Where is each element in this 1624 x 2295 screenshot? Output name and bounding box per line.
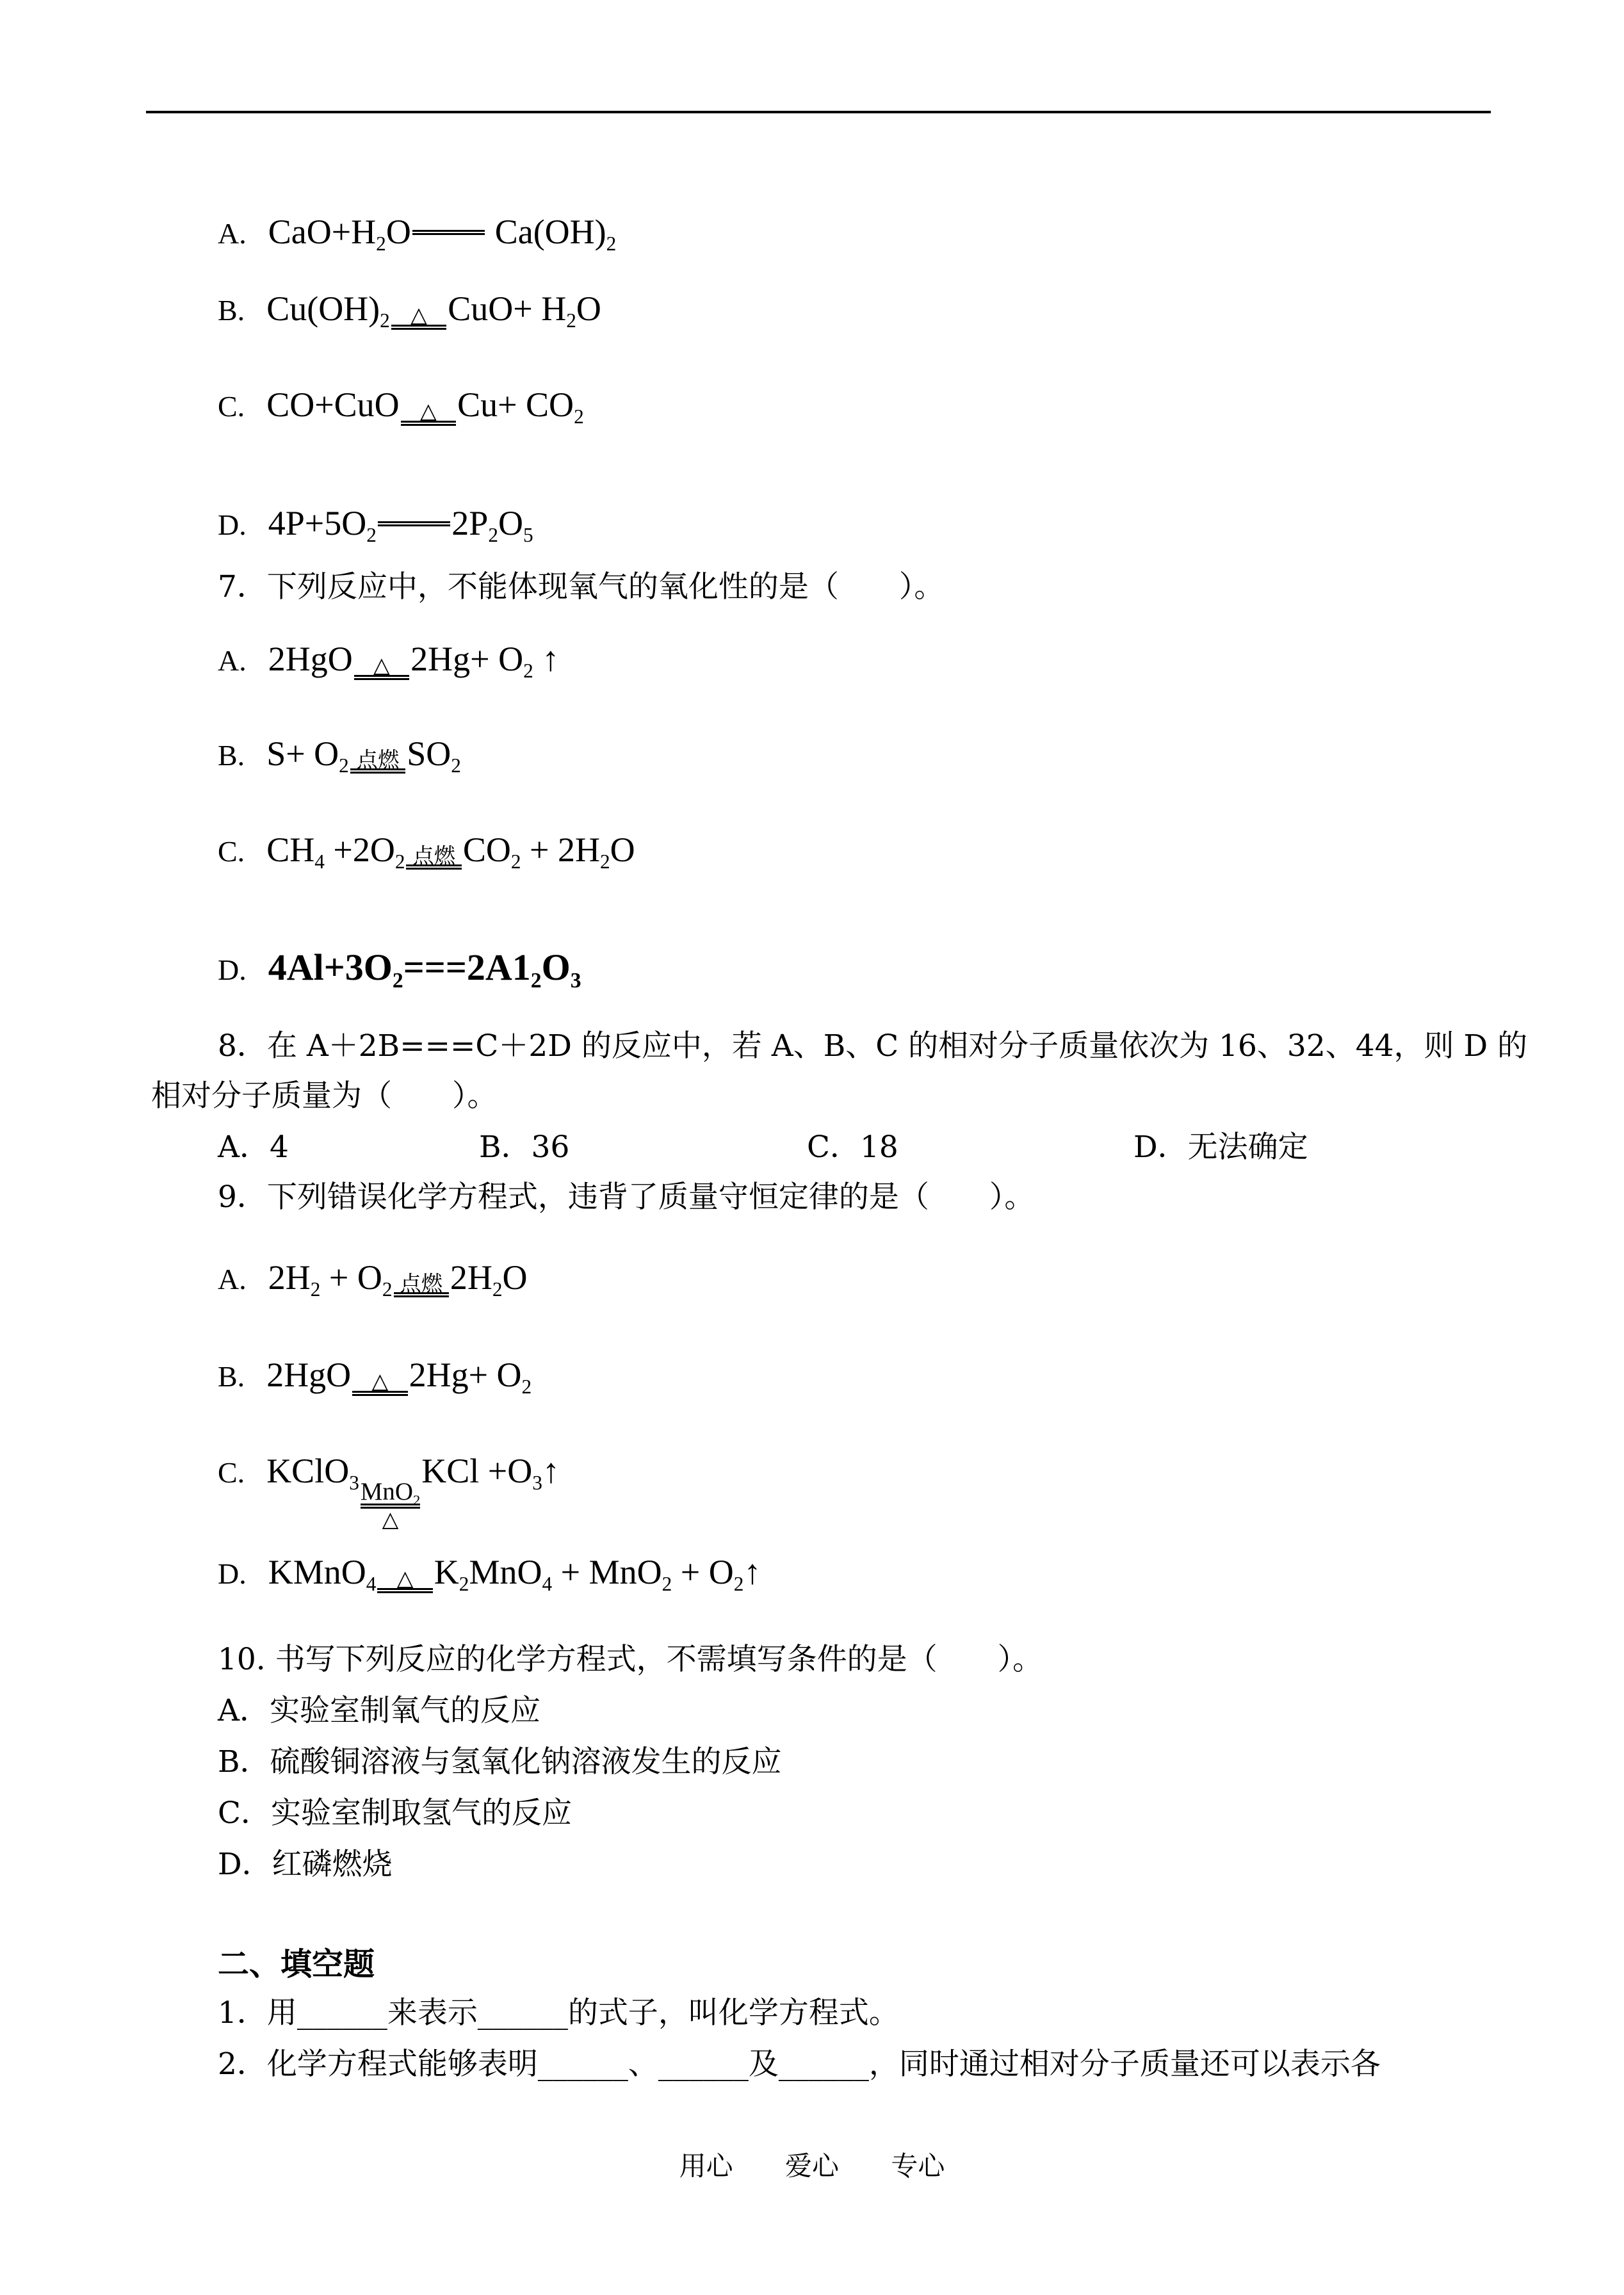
q8-option-d: D．无法确定 [1133, 1130, 1308, 1165]
catalyst-heat-condition: MnO$_2$ △ [360, 1478, 421, 1532]
q6-option-d: D. $4P+5O_2$ $2P_2O_5$ [218, 504, 533, 546]
heat-condition: △ [352, 1371, 407, 1419]
equals-sign [412, 229, 485, 236]
footer-text-2: 爱心 [784, 2150, 839, 2182]
q9-option-a: A. $2H_2 + O_2$ 点燃 $2H_2O$ [218, 1260, 528, 1320]
ignite-condition: 点燃 [394, 1272, 449, 1320]
section-heading: 二、填空题 [218, 1946, 375, 1983]
q8-option-b: B．36 [479, 1130, 570, 1165]
footer-text-3: 专心 [891, 2150, 945, 2182]
q10-option-b: B．硫酸铜溶液与氢氧化钠溶液发生的反应 [218, 1744, 782, 1780]
q6-option-b: B. $Cu(OH)_2$ △ $CuO+ H_2O$ [218, 291, 601, 353]
q8-stem-line1: 8．在 A＋2B===C＋2D 的反应中，若 A、B、C 的相对分子质量依次为 16、32、44，则 D 的 [218, 1028, 1528, 1064]
q8-option-a: A．4 [218, 1130, 289, 1165]
header-rule [146, 111, 1491, 113]
heat-condition: △ [401, 401, 456, 449]
q7-option-b: B. $S+ O_2$ 点燃 $SO_2$ [218, 736, 461, 797]
fill-q2: 2．化学方程式能够表明______、______及______，同时通过相对分子质量还可以表示各 [218, 2047, 1381, 2082]
heat-condition: △ [354, 655, 409, 703]
q10-option-a: A．实验室制氧气的反应 [218, 1693, 540, 1728]
q10-option-c: C．实验室制取氢气的反应 [218, 1796, 572, 1831]
footer-text-1: 用心 [679, 2150, 733, 2182]
q8-stem-line2: 相对分子质量为（ ）。 [151, 1078, 498, 1114]
q9-stem: 9．下列错误化学方程式，违背了质量守恒定律的是（ ）。 [218, 1180, 1035, 1215]
equals-sign [378, 521, 450, 527]
q9-option-b: B. 2HgO △ $2Hg+ O_2$ [218, 1358, 532, 1419]
q6-option-a: A. $CaO+H_2O$ $Ca(OH)_2$ [218, 213, 617, 255]
heat-condition: △ [377, 1568, 432, 1616]
q6-option-c: C. CO+CuO △ $Cu+ CO_2$ [218, 387, 584, 449]
ignite-condition: 点燃 [406, 845, 461, 893]
q7-option-d: D. $4Al+3O_2===2A1_2O_3$ [218, 946, 581, 993]
heat-condition: △ [391, 305, 446, 353]
ignite-condition: 点燃 [350, 749, 405, 797]
q7-option-c: C. $CH_4 +2O_2$ 点燃 $CO_2 + 2H_2O$ [218, 832, 635, 893]
page-footer [0, 2145, 1624, 2184]
q10-option-d: D．红磷燃烧 [218, 1847, 393, 1882]
q9-option-c: C. KClO$_3$ MnO$_2$ △ KCl $+O_3↑$ [218, 1452, 560, 1532]
q10-stem: 10. 书写下列反应的化学方程式，不需填写条件的是（ ）。 [218, 1642, 1043, 1677]
fill-q1: 1．用______来表示______的式子，叫化学方程式。 [218, 1995, 899, 2031]
q7-stem: 7．下列反应中，不能体现氧气的氧化性的是（ ）。 [218, 569, 945, 604]
q7-option-a: A. 2HgO △ $2Hg+ O_2$ ↑ [218, 642, 559, 703]
q8-option-c: C．18 [807, 1130, 898, 1165]
q9-option-d: D. KMnO$_4$ △ $K_2MnO_4 + MnO_2$ + $O_2↑$ [218, 1555, 761, 1616]
